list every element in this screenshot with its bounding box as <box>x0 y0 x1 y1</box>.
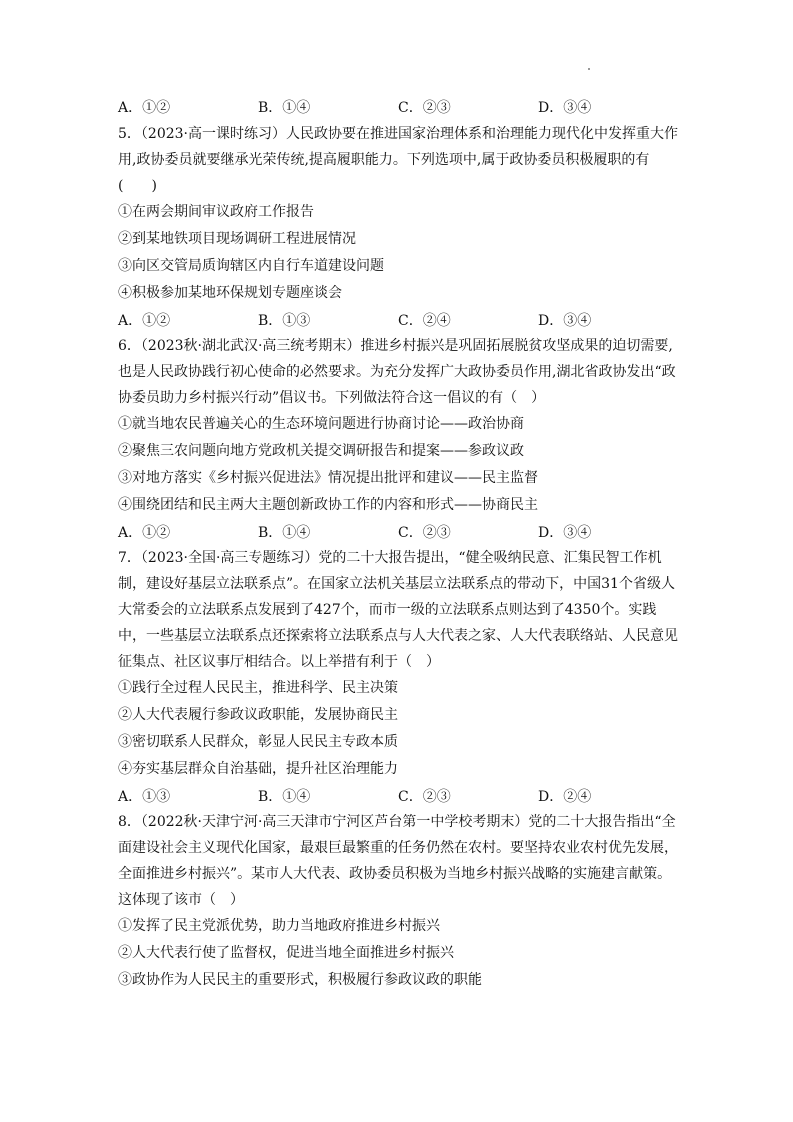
statement: ②聚焦三农问题向地方党政机关提交调研报告和提案——参政议政 <box>118 443 524 459</box>
option-d[interactable]: D．③④ <box>538 313 592 329</box>
statement: ③向区交管局质询辖区内自行车道建设问题 <box>118 258 384 274</box>
option-a[interactable]: A．①② <box>118 100 171 116</box>
question-8 <box>118 809 678 994</box>
statement: ①发挥了民主党派优势，助力当地政府推进乡村振兴 <box>118 918 440 934</box>
option-d[interactable]: D．③④ <box>538 100 592 116</box>
question-5 <box>118 121 678 333</box>
statement: ①践行全过程人民民主，推进科学、民主决策 <box>118 680 398 696</box>
option-a[interactable]: A．①② <box>118 313 171 329</box>
statement: ①在两会期间审议政府工作报告 <box>118 204 314 220</box>
answer-options <box>118 94 678 120</box>
question-stem: 6．（2023秋·湖北武汉·高三统考期末）推进乡村振兴是巩固拓展脱贫攻坚成果的迫切需要,也是人民政协践行初心使命的必然要求。为充分发挥广大政协委员作用,湖北省政协发出“政协委员助力乡村振兴行动”倡议书。下列做法符合这一倡议的有（ ） <box>118 338 676 406</box>
question-7 <box>118 545 678 809</box>
option-d[interactable]: D．③④ <box>538 525 592 541</box>
statement: ②人大代表履行参政议政职能，发展协商民主 <box>118 707 398 723</box>
question-stem: 8．（2022秋·天津宁河·高三天津市宁河区芦台第一中学校考期末）党的二十大报告指出“全面建设社会主义现代化国家，最艰巨最繁重的任务仍然在农村。要坚持农业农村优先发展，全面推进乡村振兴”。某市人大代表、政协委员积极为当地乡村振兴战略的实施建言献策。这体现了该市（ ） <box>118 814 678 908</box>
option-a[interactable]: A．①③ <box>118 789 171 805</box>
question-6 <box>118 333 678 545</box>
answer-blank: ( ) <box>118 178 157 194</box>
answer-options <box>118 783 678 809</box>
answer-options <box>118 307 678 333</box>
statement: ④积极参加某地环保规划专题座谈会 <box>118 285 342 301</box>
statement: ②人大代表行使了监督权，促进当地全面推进乡村振兴 <box>118 945 454 961</box>
statement: ①就当地农民普遍关心的生态环境问题进行协商讨论——政治协商 <box>118 416 524 432</box>
option-d[interactable]: D．②④ <box>538 789 592 805</box>
exam-page <box>118 94 678 994</box>
option-b[interactable]: B．①③ <box>258 313 311 329</box>
statement: ②到某地铁项目现场调研工程进展情况 <box>118 231 356 247</box>
option-a[interactable]: A．①② <box>118 525 171 541</box>
statement: ③对地方落实《乡村振兴促进法》情况提出批评和建议——民主监督 <box>118 470 538 486</box>
statement: ④夯实基层群众自治基础，提升社区治理能力 <box>118 761 398 777</box>
option-c[interactable]: C．②③ <box>398 100 451 116</box>
option-b[interactable]: B．①④ <box>258 100 311 116</box>
answer-options <box>118 519 678 545</box>
option-b[interactable]: B．①④ <box>258 525 311 541</box>
page-dot <box>588 68 590 70</box>
statement: ③密切联系人民群众，彰显人民民主专政本质 <box>118 734 398 750</box>
statement: ④围绕团结和民主两大主题创新政协工作的内容和形式——协商民主 <box>118 497 538 513</box>
option-c[interactable]: C．②④ <box>398 313 451 329</box>
option-c[interactable]: C．②③ <box>398 525 451 541</box>
question-stem: 7．（2023·全国·高三专题练习）党的二十大报告提出，“健全吸纳民意、汇集民智工作机制，建设好基层立法联系点”。在国家立法机关基层立法联系点的带动下，中国31个省级人大常委会的立法联系点发展到了427个，而市一级的立法联系点则达到了4350个。实践中，一些基层立法联系点还探索将立法联系点与人大代表之家、人大代表联络站、人民意见征集点、社区议事厅相结合。以上举措有利于（ ） <box>118 550 678 670</box>
option-c[interactable]: C．②③ <box>398 789 451 805</box>
option-b[interactable]: B．①④ <box>258 789 311 805</box>
statement: ③政协作为人民民主的重要形式，积极履行参政议政的职能 <box>118 972 482 988</box>
question-stem: 5．（2023·高一课时练习）人民政协要在推进国家治理体系和治理能力现代化中发挥重大作用,政协委员就要继承光荣传统,提高履职能力。下列选项中,属于政协委员积极履职的有 <box>118 126 678 168</box>
